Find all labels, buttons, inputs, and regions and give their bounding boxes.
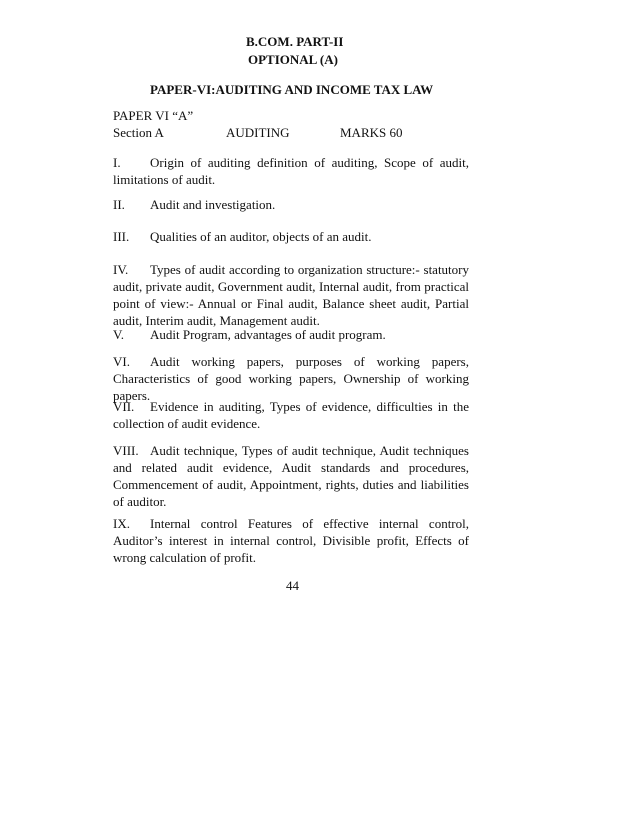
optional-label: OPTIONAL (A) — [248, 52, 338, 67]
syllabus-item — [113, 228, 469, 245]
item-number: III. — [113, 229, 130, 244]
syllabus-item — [113, 154, 469, 188]
item-text: Audit and investigation. — [150, 197, 276, 212]
syllabus-item — [113, 353, 469, 404]
item-text: Audit Program, advantages of audit program. — [150, 327, 386, 342]
syllabus-item — [113, 398, 469, 432]
syllabus-item — [113, 196, 469, 213]
syllabus-item — [113, 326, 469, 343]
item-number: VIII. — [113, 443, 139, 458]
item-text: Qualities of an auditor, objects of an audit. — [150, 229, 372, 244]
syllabus-item — [113, 442, 469, 510]
course-title: B.COM. PART-II — [246, 34, 344, 49]
item-text: Audit technique, Types of audit technique, Audit techniques and related audit evidence, Audit standards and procedures, Commencement of audit, Appointment, rights, duties and liabilities of auditor. — [113, 443, 469, 509]
item-text: Audit working papers, purposes of working papers, Characteristics of good working papers, Ownership of working papers. — [113, 354, 469, 403]
item-number: IV. — [113, 262, 129, 277]
item-text: Origin of auditing definition of auditing, Scope of audit, limitations of audit. — [113, 155, 469, 187]
syllabus-item — [113, 515, 469, 566]
item-number: VI. — [113, 354, 130, 369]
section-label: Section A — [113, 125, 164, 140]
item-text: Types of audit according to organization structure:- statutory audit, private audit, Government audit, Internal audit, from practical point of view:- Annual or Final audit, Balance sheet audit, Partial audit, Interim audit, Management audit. — [113, 262, 469, 328]
item-number: VII. — [113, 399, 135, 414]
item-number: V. — [113, 327, 124, 342]
paper-label: PAPER VI “A” — [113, 108, 194, 123]
item-number: II. — [113, 197, 125, 212]
syllabus-item — [113, 261, 469, 329]
item-number: IX. — [113, 516, 130, 531]
subject-label: AUDITING — [226, 125, 290, 140]
marks-label: MARKS 60 — [340, 125, 403, 140]
item-text: Evidence in auditing, Types of evidence, difficulties in the collection of audit evidence. — [113, 399, 469, 431]
paper-title: PAPER-VI:AUDITING AND INCOME TAX LAW — [150, 82, 434, 97]
page-number: 44 — [286, 578, 299, 593]
item-number: I. — [113, 155, 121, 170]
item-text: Internal control Features of effective internal control, Auditor’s interest in internal control, Divisible profit, Effects of wrong calculation of profit. — [113, 516, 469, 565]
